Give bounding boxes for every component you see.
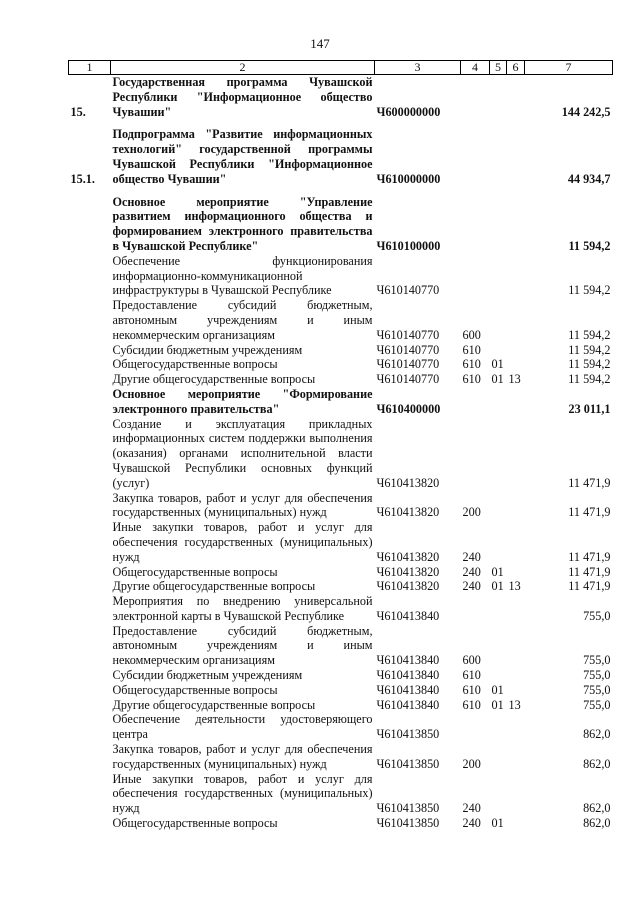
target-article-code: Ч610413840 xyxy=(376,668,440,683)
subsection-code xyxy=(507,491,525,521)
target-article-code: Ч610413820 xyxy=(376,579,440,594)
table-row xyxy=(69,816,613,831)
subsection-code xyxy=(507,343,525,358)
row-number: 15. xyxy=(70,104,86,119)
expense-type-code xyxy=(461,127,490,186)
subsection-code xyxy=(507,127,525,186)
target-article-code: Ч610413820 xyxy=(376,505,440,520)
table-row xyxy=(69,742,613,772)
row-number xyxy=(69,772,111,816)
section-code: 01 xyxy=(491,697,504,712)
row-number xyxy=(69,491,111,521)
row-number xyxy=(69,372,111,387)
section-code xyxy=(490,343,507,358)
target-article-code: Ч610140770 xyxy=(376,342,440,357)
row-name: Субсидии бюджетным учреждениям xyxy=(112,342,303,357)
section-code xyxy=(490,127,507,186)
row-name: Создание и эксплуатация прикладных информационных систем поддержки выполнения (оказания) органами исполнительной власти Чувашской Республики основных функций (услуг) xyxy=(112,416,373,490)
target-article-code: Ч610413840 xyxy=(376,653,440,668)
target-article-code: Ч610140770 xyxy=(376,283,440,298)
row-number xyxy=(69,742,111,772)
row-amount: 755,0 xyxy=(583,608,611,623)
subsection-code xyxy=(507,683,525,698)
expense-type-code xyxy=(461,75,490,120)
column-header: 7 xyxy=(525,61,613,75)
subsection-code xyxy=(507,742,525,772)
expense-type-code: 610 xyxy=(462,342,481,357)
expense-type-code: 240 xyxy=(462,801,481,816)
subsection-code xyxy=(507,195,525,254)
row-name: Общегосударственные вопросы xyxy=(112,357,278,372)
row-amount: 11 594,2 xyxy=(568,327,611,342)
row-number xyxy=(69,520,111,564)
row-name: Общегосударственные вопросы xyxy=(112,816,278,831)
table-row xyxy=(69,127,613,186)
row-amount: 862,0 xyxy=(583,727,611,742)
subsection-code xyxy=(507,712,525,742)
table-row xyxy=(69,579,613,594)
expense-type-code: 610 xyxy=(462,668,481,683)
target-article-code: Ч600000000 xyxy=(376,104,441,119)
row-number xyxy=(69,683,111,698)
target-article-code: Ч610413840 xyxy=(376,608,440,623)
table-row xyxy=(69,624,613,668)
row-number xyxy=(69,387,111,417)
row-amount: 144 242,5 xyxy=(561,104,611,119)
row-number xyxy=(69,668,111,683)
subsection-code: 13 xyxy=(508,697,521,712)
row-amount: 11 471,9 xyxy=(568,475,611,490)
subsection-code xyxy=(507,387,525,417)
table-row xyxy=(69,343,613,358)
row-amount: 44 934,7 xyxy=(567,171,611,186)
column-header: 2 xyxy=(111,61,375,75)
section-code xyxy=(490,520,507,564)
expense-type-code: 200 xyxy=(462,505,481,520)
table-row xyxy=(69,712,613,742)
subsection-code xyxy=(507,298,525,342)
section-code: 01 xyxy=(491,372,504,387)
row-spacer-cell xyxy=(69,187,613,195)
row-spacer xyxy=(69,119,613,127)
table-row xyxy=(69,565,613,580)
section-code: 01 xyxy=(491,564,504,579)
table-row xyxy=(69,520,613,564)
column-header: 6 xyxy=(507,61,525,75)
row-amount: 11 594,2 xyxy=(568,372,611,387)
row-amount: 11 594,2 xyxy=(568,342,611,357)
expense-type-code: 610 xyxy=(462,357,481,372)
row-amount: 755,0 xyxy=(583,668,611,683)
row-amount: 862,0 xyxy=(583,816,611,831)
expense-type-code xyxy=(461,594,490,624)
expense-type-code: 610 xyxy=(462,682,481,697)
subsection-code xyxy=(507,624,525,668)
section-code xyxy=(490,298,507,342)
row-amount: 862,0 xyxy=(583,801,611,816)
section-code xyxy=(490,712,507,742)
section-code xyxy=(490,742,507,772)
row-number xyxy=(69,357,111,372)
row-number xyxy=(69,816,111,831)
row-amount: 11 471,9 xyxy=(568,579,611,594)
row-amount: 11 594,2 xyxy=(568,283,611,298)
row-name: Иные закупки товаров, работ и услуг для обеспечения государственных (муниципальных) нужд xyxy=(112,520,373,564)
row-number: 15.1. xyxy=(70,171,95,186)
expense-type-code xyxy=(461,254,490,298)
expense-type-code: 610 xyxy=(462,372,481,387)
target-article-code: Ч610413820 xyxy=(376,475,440,490)
row-amount: 23 011,1 xyxy=(568,401,611,416)
row-name: Другие общегосударственные вопросы xyxy=(112,697,316,712)
row-name: Мероприятия по внедрению универсальной электронной карты в Чувашской Республике xyxy=(112,594,373,623)
row-name: Подпрограмма "Развитие информационных технологий" государственной программы Чувашской Республики "Информационное общество Чувашии" xyxy=(112,127,373,186)
subsection-code: 13 xyxy=(508,372,521,387)
expense-type-code: 240 xyxy=(462,579,481,594)
subsection-code xyxy=(507,594,525,624)
expense-type-code: 240 xyxy=(462,816,481,831)
row-spacer-cell xyxy=(69,119,613,127)
table-row xyxy=(69,254,613,298)
target-article-code: Ч610000000 xyxy=(376,171,441,186)
target-article-code: Ч610140770 xyxy=(376,372,440,387)
table-row xyxy=(69,417,613,491)
row-name: Иные закупки товаров, работ и услуг для обеспечения государственных (муниципальных) нужд xyxy=(112,771,373,816)
row-number xyxy=(69,712,111,742)
row-name: Другие общегосударственные вопросы xyxy=(112,579,316,594)
table-row xyxy=(69,698,613,713)
row-amount: 11 471,9 xyxy=(568,505,611,520)
target-article-code: Ч610413840 xyxy=(376,682,440,697)
table-row xyxy=(69,683,613,698)
row-number xyxy=(69,624,111,668)
table-row xyxy=(69,668,613,683)
row-name: Обеспечение деятельности удостоверяющего центра xyxy=(112,712,373,742)
target-article-code: Ч610400000 xyxy=(376,401,441,416)
row-name: Предоставление субсидий бюджетным, автономным учреждениям и иным некоммерческим организациям xyxy=(112,298,373,342)
column-header: 5 xyxy=(490,61,507,75)
section-code xyxy=(490,668,507,683)
subsection-code xyxy=(507,520,525,564)
section-code xyxy=(490,624,507,668)
row-number xyxy=(69,579,111,594)
row-name: Обеспечение функционирования информационно-коммуникационной инфраструктуры в Чувашской Республике xyxy=(112,253,373,298)
page-number: 147 xyxy=(310,36,330,51)
subsection-code xyxy=(507,816,525,831)
subsection-code xyxy=(507,254,525,298)
section-code: 01 xyxy=(491,579,504,594)
row-amount: 755,0 xyxy=(583,653,611,668)
row-name: Общегосударственные вопросы xyxy=(112,564,278,579)
expense-type-code xyxy=(461,417,490,491)
row-amount: 11 594,2 xyxy=(568,238,611,253)
section-code xyxy=(490,772,507,816)
expense-type-code: 610 xyxy=(462,697,481,712)
table-row xyxy=(69,357,613,372)
table-row xyxy=(69,594,613,624)
row-amount: 11 471,9 xyxy=(568,564,611,579)
row-number xyxy=(69,298,111,342)
row-name: Государственная программа Чувашской Республики "Информационное общество Чувашии" xyxy=(112,75,373,119)
row-number xyxy=(69,417,111,491)
section-code: 01 xyxy=(491,357,504,372)
row-number xyxy=(69,698,111,713)
row-number xyxy=(69,343,111,358)
expense-type-code: 600 xyxy=(462,327,481,342)
table-body xyxy=(69,75,613,831)
column-header: 1 xyxy=(69,61,111,75)
row-amount: 755,0 xyxy=(583,697,611,712)
row-amount: 11 471,9 xyxy=(568,549,611,564)
subsection-code xyxy=(507,668,525,683)
budget-table xyxy=(68,60,613,831)
row-name: Общегосударственные вопросы xyxy=(112,682,278,697)
target-article-code: Ч610413820 xyxy=(376,549,440,564)
row-number xyxy=(69,594,111,624)
column-header: 4 xyxy=(461,61,490,75)
target-article-code: Ч610413850 xyxy=(376,727,440,742)
row-amount: 862,0 xyxy=(583,756,611,771)
section-code xyxy=(490,195,507,254)
section-code xyxy=(490,254,507,298)
row-name: Закупка товаров, работ и услуг для обеспечения государственных (муниципальных) нужд xyxy=(112,742,373,771)
subsection-code xyxy=(507,772,525,816)
expense-type-code: 600 xyxy=(462,653,481,668)
table-header-row xyxy=(69,61,613,75)
expense-type-code xyxy=(461,387,490,417)
table-row xyxy=(69,195,613,254)
subsection-code xyxy=(507,75,525,120)
column-header: 3 xyxy=(375,61,461,75)
subsection-code xyxy=(507,357,525,372)
section-code xyxy=(490,75,507,120)
table-row xyxy=(69,387,613,417)
section-code xyxy=(490,491,507,521)
row-name: Закупка товаров, работ и услуг для обеспечения государственных (муниципальных) нужд xyxy=(112,490,373,520)
target-article-code: Ч610140770 xyxy=(376,357,440,372)
expense-type-code: 240 xyxy=(462,549,481,564)
row-spacer xyxy=(69,187,613,195)
section-code xyxy=(490,594,507,624)
row-number xyxy=(69,254,111,298)
row-name: Предоставление субсидий бюджетным, автономным учреждениям и иным некоммерческим организациям xyxy=(112,623,373,668)
table-row xyxy=(69,372,613,387)
target-article-code: Ч610100000 xyxy=(376,238,441,253)
row-name: Другие общегосударственные вопросы xyxy=(112,372,316,387)
row-number xyxy=(69,565,111,580)
subsection-code xyxy=(507,417,525,491)
row-name: Основное мероприятие "Формирование электронного правительства" xyxy=(112,386,373,416)
table-row xyxy=(69,75,613,120)
table-row xyxy=(69,298,613,342)
target-article-code: Ч610413850 xyxy=(376,756,440,771)
section-code xyxy=(490,387,507,417)
section-code: 01 xyxy=(491,682,504,697)
row-number xyxy=(69,195,111,254)
row-amount: 755,0 xyxy=(583,682,611,697)
section-code xyxy=(490,417,507,491)
expense-type-code: 200 xyxy=(462,756,481,771)
expense-type-code xyxy=(461,195,490,254)
subsection-code xyxy=(507,565,525,580)
section-code: 01 xyxy=(491,816,504,831)
target-article-code: Ч610413840 xyxy=(376,697,440,712)
target-article-code: Ч610413850 xyxy=(376,801,440,816)
target-article-code: Ч610413820 xyxy=(376,564,440,579)
expense-type-code: 240 xyxy=(462,564,481,579)
row-amount: 11 594,2 xyxy=(568,357,611,372)
table-row xyxy=(69,772,613,816)
table-row xyxy=(69,491,613,521)
target-article-code: Ч610140770 xyxy=(376,327,440,342)
row-name: Субсидии бюджетным учреждениям xyxy=(112,668,303,683)
subsection-code: 13 xyxy=(508,579,521,594)
row-name: Основное мероприятие "Управление развитием информационного общества и формированием электронного правительства в Чувашской Республике" xyxy=(112,194,373,253)
expense-type-code xyxy=(461,712,490,742)
target-article-code: Ч610413850 xyxy=(376,816,440,831)
